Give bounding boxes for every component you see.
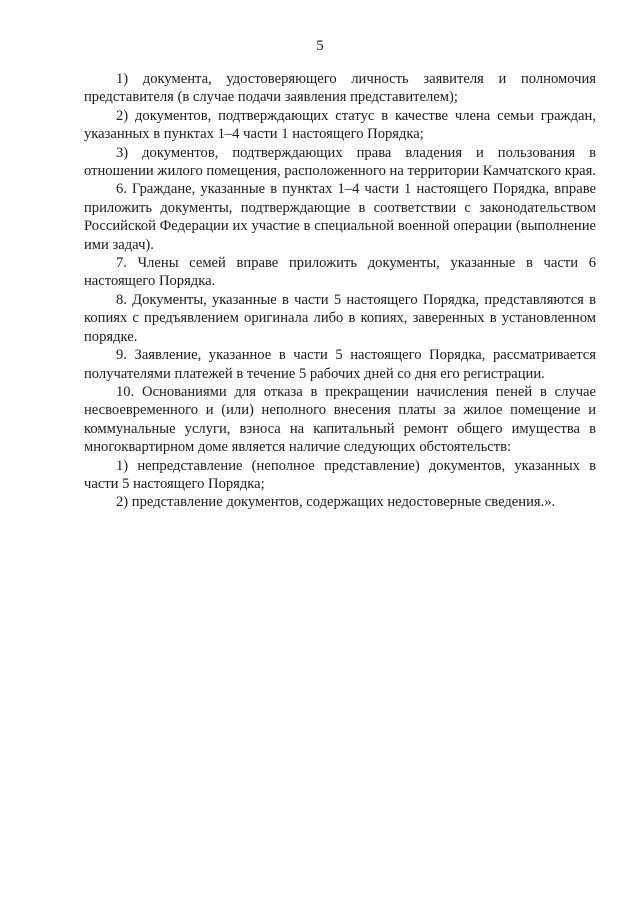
paragraph-item-1-identity-document: 1) документа, удостоверяющего личность заявителя и полномочия представителя (в случае подачи заявления представителем); (84, 71, 596, 106)
page-number: 5 (316, 38, 324, 54)
document-body (84, 70, 596, 512)
paragraph-item-3-housing-rights: 3) документов, подтверждающих права владения и пользования в отношении жилого помещения, расположенного на территории Камчатского края. (84, 144, 596, 180)
paragraph-clause-6: 6. Граждане, указанные в пунктах 1–4 части 1 настоящего Порядка, вправе приложить документы, подтверждающие в соответствии с законодательством Российской Федерации их участие в специальной военной операции (выполнение ими задач). (84, 181, 596, 253)
paragraph-clause-8: 8. Документы, указанные в части 5 настоящего Порядка, представляются в копиях с предъявлением оригинала либо в копиях, заверенных в установленном порядке. (84, 291, 596, 345)
paragraph-refusal-reason-2: 2) представление документов, содержащих недостоверные сведения.». (116, 494, 556, 511)
paragraph-refusal-reason-1: 1) непредставление (неполное представление) документов, указанных в части 5 настоящего Порядка; (84, 457, 596, 492)
paragraph-clause-9: 9. Заявление, указанное в части 5 настоящего Порядка, рассматривается получателями платежей в течение 5 рабочих дней со дня его регистрации. (84, 347, 596, 382)
paragraph-clause-7: 7. Члены семей вправе приложить документы, указанные в части 6 настоящего Порядка. (84, 255, 596, 290)
paragraph-clause-10: 10. Основаниями для отказа в прекращении начисления пеней в случае несвоевременного и (или) неполного внесения платы за жилое помещение и коммунальные услуги, взноса на капитальный ремонт общего имущества в многоквартирном доме является наличие следующих обстоятельств: (84, 383, 596, 456)
paragraph-item-2-family-status: 2) документов, подтверждающих статус в качестве члена семьи граждан, указанных в пунктах 1–4 части 1 настоящего Порядка; (84, 107, 596, 143)
